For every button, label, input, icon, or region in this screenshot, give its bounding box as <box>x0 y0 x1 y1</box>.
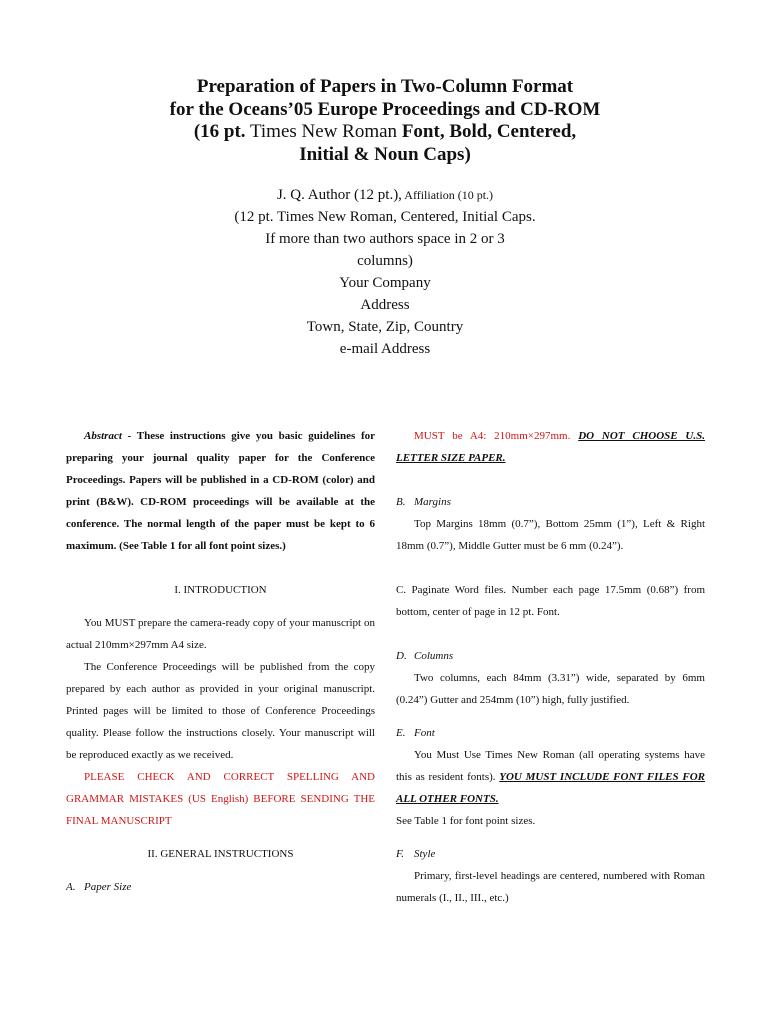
subsection-label-a: A. <box>66 881 76 893</box>
author-line-3: If more than two authors space in 2 or 3 <box>265 231 505 247</box>
left-column <box>66 425 375 898</box>
title-line-3-bold-a: (16 pt. <box>193 121 246 142</box>
author-line-2: (12 pt. Times New Roman, Centered, Initial Caps. <box>234 209 536 225</box>
right-column <box>396 425 705 909</box>
subsection-heading-columns <box>396 645 705 667</box>
font-text: You Must Use Times New Roman (all operating systems have this as resident fonts). <box>396 749 705 783</box>
subsection-heading-paper-size <box>66 876 375 898</box>
font-note: See Table 1 for font point sizes. <box>396 815 536 827</box>
section-heading-introduction: I. INTRODUCTION <box>174 584 267 596</box>
abstract-label: Abstract <box>84 430 122 442</box>
paper-size-requirement: MUST be A4: 210mm×297mm. <box>414 430 579 442</box>
subsection-title-b: Margins <box>414 496 451 508</box>
subsection-heading-font <box>396 722 705 744</box>
author-affiliation: Affiliation (10 pt.) <box>401 188 494 202</box>
subsection-title-d: Columns <box>414 650 454 662</box>
author-line-1 <box>0 184 770 206</box>
author-name: J. Q. Author (12 pt.), <box>276 187 402 203</box>
subsection-label-d: D. <box>396 650 407 662</box>
title-line-3-bold-b: Font, Bold, Centered, <box>401 121 577 142</box>
intro-paragraph-2: The Conference Proceedings will be published from the copy prepared by each author as provided in your original manuscript. Printed pages will be limited to those of Conference Proceedings quality. Please follow the instructions closely. Your manuscript will be reproduced exactly as we received. <box>66 661 375 761</box>
title-line-4: Initial & Noun Caps) <box>299 143 471 165</box>
abstract <box>66 425 375 557</box>
margins-paragraph: Top Margins 18mm (0.7”), Bottom 25mm (1”), Left & Right 18mm (0.7”), Middle Gutter must be 6 mm (0.24”). <box>396 518 705 552</box>
abstract-text: - These instructions give you basic guidelines for preparing your journal quality paper for the Conference Proceedings. Papers will be published in a CD-ROM (color) and print (B&W). CD-ROM proceedings will be available at the conference. The normal length of the paper must be kept to 6 maximum. (See Table 1 for all font point sizes.) <box>66 430 375 552</box>
subsection-heading-margins <box>396 491 705 513</box>
subsection-title-e: Font <box>414 727 435 739</box>
subsection-label-b: B. <box>396 496 406 508</box>
paginate-paragraph: C. Paginate Word files. Number each page 17.5mm (0.68”) from bottom, center of page in 12 pt. Font. <box>396 584 705 618</box>
paper-title <box>0 76 770 166</box>
section-heading-general: II. GENERAL INSTRUCTIONS <box>147 848 294 860</box>
author-email: e-mail Address <box>339 341 431 357</box>
title-line-2: for the Oceans’05 Europe Proceedings and CD-ROM <box>169 98 601 120</box>
subsection-heading-style <box>396 843 705 865</box>
author-company: Your Company <box>339 275 431 291</box>
font-paragraph <box>396 744 705 810</box>
title-line-3 <box>0 121 770 144</box>
title-line-3-plain: Times New Roman <box>245 121 402 142</box>
font-warning: YOU MUST INCLUDE FONT FILES FOR ALL OTHER FONTS. <box>396 771 705 805</box>
subsection-title-a: Paper Size <box>84 881 132 893</box>
style-paragraph: Primary, first-level headings are centered, numbered with Roman numerals (I., II., III., etc.) <box>396 870 705 904</box>
paper-size-paragraph <box>396 425 705 469</box>
columns-paragraph: Two columns, each 84mm (3.31”) wide, separated by 6mm (0.24”) Gutter and 254mm (10”) high, fully justified. <box>396 672 705 706</box>
intro-paragraph-warning: PLEASE CHECK AND CORRECT SPELLING AND GRAMMAR MISTAKES (US English) BEFORE SENDING THE FINAL MANUSCRIPT <box>66 771 375 827</box>
intro-paragraph-1: You MUST prepare the camera-ready copy of your manuscript on actual 210mm×297mm A4 size. <box>66 617 375 651</box>
subsection-label-e: E. <box>396 727 406 739</box>
author-block <box>0 184 770 360</box>
subsection-title-f: Style <box>414 848 436 860</box>
subsection-label-f: F. <box>396 848 405 860</box>
paper-size-warning: DO NOT CHOOSE U.S. LETTER SIZE PAPER. <box>396 430 705 464</box>
author-town: Town, State, Zip, Country <box>306 319 464 335</box>
title-line-1: Preparation of Papers in Two-Column Format <box>196 76 574 97</box>
author-address: Address <box>360 297 410 313</box>
author-line-4: columns) <box>357 253 413 269</box>
